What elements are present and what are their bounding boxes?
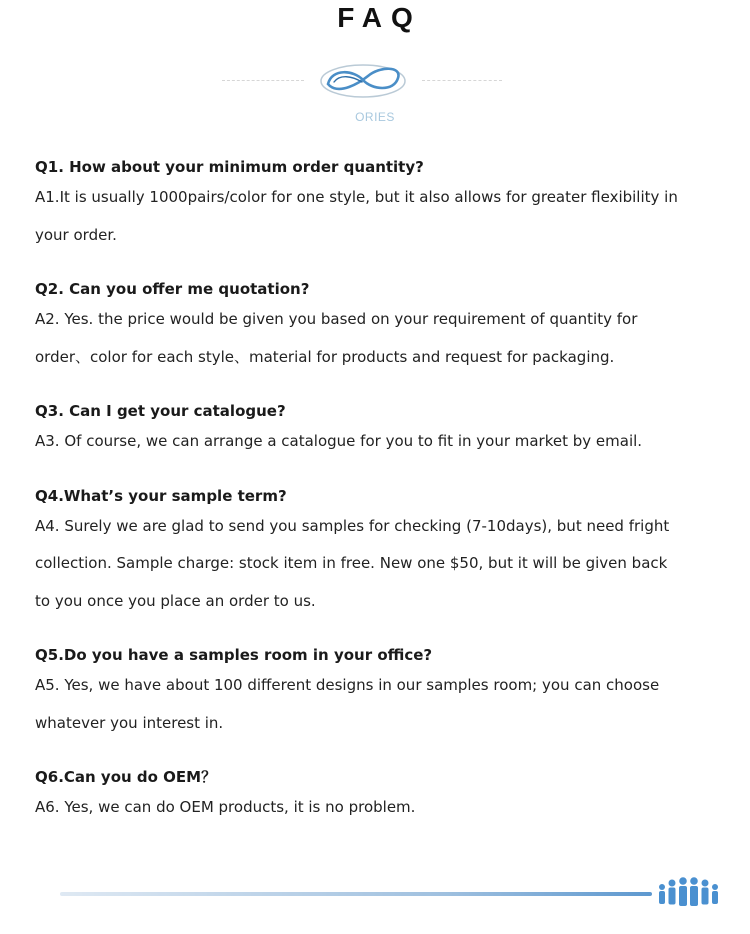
decorative-line-right <box>422 80 502 81</box>
faq-answer-line: A2. Yes. the price would be given you based on your requirement of quantity for <box>35 310 638 328</box>
faq-item-2 <box>35 277 695 376</box>
faq-question: Q2. Can you offer me quotation? <box>35 280 310 298</box>
faq-answer-line: your order. <box>35 225 117 244</box>
faq-spacer <box>35 620 695 643</box>
faq-item-1 <box>35 155 695 254</box>
faq-question: Q4.What’s your sample term? <box>35 486 287 505</box>
faq-spacer <box>35 254 695 277</box>
faq-question: Q6.Can you do OEM？ <box>35 768 217 786</box>
faq-answer-line: whatever you interest in. <box>35 713 224 732</box>
people-group-icon <box>656 876 720 912</box>
brand-name: ORIES <box>355 110 395 124</box>
faq-answer-line: A5. Yes, we have about 100 different designs in our samples room; you can choose <box>35 676 660 694</box>
faq-answer-line: A3. Of course, we can arrange a catalogue for you to fit in your market by email. <box>35 432 643 450</box>
faq-spacer <box>35 742 695 765</box>
faq-spacer <box>35 376 695 399</box>
footer-divider <box>60 892 652 896</box>
faq-answer-line: A4. Surely we are glad to send you samples for checking (7-10days), but need fright <box>35 516 670 535</box>
page-title: FAQ <box>337 2 422 33</box>
faq-answer-line: A1.It is usually 1000pairs/color for one style, but it also allows for greater flexibility in <box>35 188 678 206</box>
faq-answer-line: order、color for each style、material for products and request for packaging. <box>35 347 615 366</box>
faq-question: Q3. Can I get your catalogue? <box>35 402 286 420</box>
faq-spacer <box>35 461 695 484</box>
faq-list <box>35 155 695 827</box>
faq-item-5 <box>35 643 695 742</box>
faq-header <box>0 0 750 140</box>
faq-answer-line: to you once you place an order to us. <box>35 591 316 610</box>
infinity-loop-logo-icon <box>318 62 408 100</box>
faq-item-6 <box>35 765 695 827</box>
faq-answer-line: collection. Sample charge: stock item in free. New one $50, but it will be given back <box>35 554 668 572</box>
faq-question: Q1. How about your minimum order quantity? <box>35 158 424 176</box>
faq-answer-line: A6. Yes, we can do OEM products, it is no problem. <box>35 798 416 816</box>
faq-question: Q5.Do you have a samples room in your office? <box>35 646 433 664</box>
decorative-line-left <box>222 80 304 81</box>
faq-item-4 <box>35 484 695 621</box>
faq-item-3 <box>35 399 695 461</box>
